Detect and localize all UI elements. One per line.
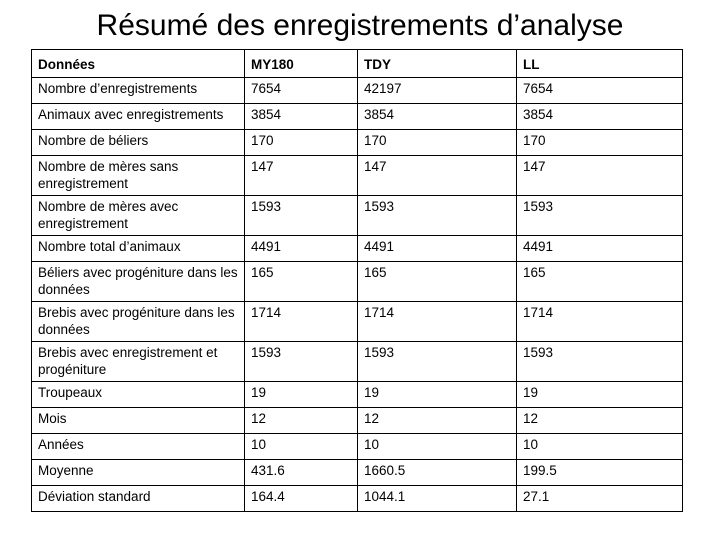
analysis-summary-table	[31, 49, 683, 512]
cell-tdy: 10	[358, 434, 517, 460]
cell-tdy: 19	[358, 382, 517, 408]
table-row	[32, 382, 683, 408]
cell-tdy: 1660.5	[358, 460, 517, 486]
table-row	[32, 156, 683, 196]
cell-my180: 147	[245, 156, 358, 196]
cell-my180: 3854	[245, 104, 358, 130]
row-label: Moyenne	[32, 460, 245, 486]
cell-ll: 19	[517, 382, 683, 408]
cell-my180: 1593	[245, 196, 358, 236]
cell-ll: 7654	[517, 78, 683, 104]
cell-tdy: 3854	[358, 104, 517, 130]
cell-my180: 1593	[245, 342, 358, 382]
row-label: Brebis avec enregistrement et progéniture	[32, 342, 245, 382]
header-data: Données	[32, 50, 245, 78]
cell-ll: 4491	[517, 236, 683, 262]
cell-tdy: 12	[358, 408, 517, 434]
table-header-row	[32, 50, 683, 78]
cell-my180: 4491	[245, 236, 358, 262]
cell-ll: 3854	[517, 104, 683, 130]
cell-my180: 12	[245, 408, 358, 434]
table-row	[32, 408, 683, 434]
cell-ll: 27.1	[517, 486, 683, 512]
table-row	[32, 460, 683, 486]
cell-ll: 170	[517, 130, 683, 156]
cell-tdy: 4491	[358, 236, 517, 262]
cell-my180: 19	[245, 382, 358, 408]
cell-tdy: 1714	[358, 302, 517, 342]
row-label: Animaux avec enregistrements	[32, 104, 245, 130]
cell-my180: 10	[245, 434, 358, 460]
cell-tdy: 1593	[358, 342, 517, 382]
table-row	[32, 236, 683, 262]
header-tdy: TDY	[358, 50, 517, 78]
row-label: Années	[32, 434, 245, 460]
cell-ll: 12	[517, 408, 683, 434]
table-row	[32, 262, 683, 302]
row-label: Nombre de mères sans enregistrement	[32, 156, 245, 196]
table-row	[32, 434, 683, 460]
cell-ll: 10	[517, 434, 683, 460]
cell-ll: 199.5	[517, 460, 683, 486]
cell-my180: 165	[245, 262, 358, 302]
cell-my180: 170	[245, 130, 358, 156]
row-label: Troupeaux	[32, 382, 245, 408]
row-label: Nombre total d’animaux	[32, 236, 245, 262]
table-row	[32, 104, 683, 130]
row-label: Béliers avec progéniture dans les données	[32, 262, 245, 302]
row-label: Brebis avec progéniture dans les données	[32, 302, 245, 342]
cell-my180: 164.4	[245, 486, 358, 512]
cell-tdy: 42197	[358, 78, 517, 104]
table-row	[32, 196, 683, 236]
cell-ll: 147	[517, 156, 683, 196]
cell-ll: 1593	[517, 342, 683, 382]
cell-my180: 1714	[245, 302, 358, 342]
table-row	[32, 486, 683, 512]
header-my180: MY180	[245, 50, 358, 78]
cell-ll: 1714	[517, 302, 683, 342]
cell-tdy: 1044.1	[358, 486, 517, 512]
cell-ll: 165	[517, 262, 683, 302]
cell-my180: 7654	[245, 78, 358, 104]
header-ll: LL	[517, 50, 683, 78]
page-title: Résumé des enregistrements d’analyse	[96, 9, 624, 42]
row-label: Nombre d’enregistrements	[32, 78, 245, 104]
row-label: Mois	[32, 408, 245, 434]
cell-tdy: 147	[358, 156, 517, 196]
row-label: Déviation standard	[32, 486, 245, 512]
table-row	[32, 342, 683, 382]
cell-ll: 1593	[517, 196, 683, 236]
table-row	[32, 302, 683, 342]
cell-tdy: 1593	[358, 196, 517, 236]
row-label: Nombre de béliers	[32, 130, 245, 156]
cell-tdy: 170	[358, 130, 517, 156]
table-row	[32, 78, 683, 104]
table-row	[32, 130, 683, 156]
cell-my180: 431.6	[245, 460, 358, 486]
row-label: Nombre de mères avec enregistrement	[32, 196, 245, 236]
cell-tdy: 165	[358, 262, 517, 302]
